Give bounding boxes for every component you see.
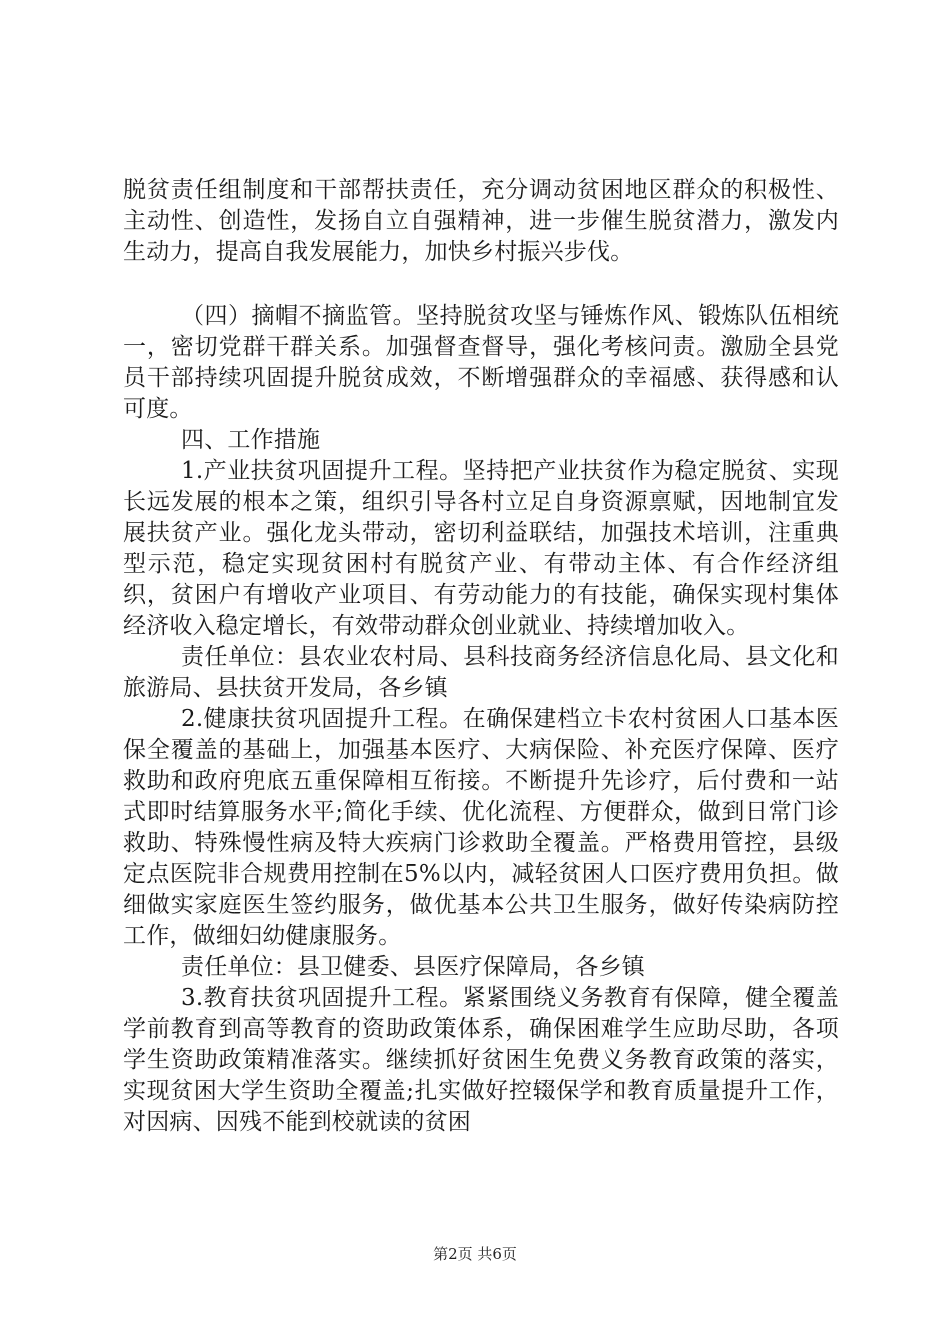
paragraph-education-poverty: 3.教育扶贫巩固提升工程。紧紧围绕义务教育有保障，健全覆盖学前教育到高等教育的资助政策体系，确保困难学生应助尽助，各项学生资助政策精准落实。继续抓好贫困生免费义务教育政策的落实，实现贫困大学生资助全覆盖;扎实做好控辍保学和教育质量提升工作，对因病、因残不能到校就读的贫困	[123, 985, 839, 1135]
paragraph-section-four: （四）摘帽不摘监管。坚持脱贫攻坚与锤炼作风、锻炼队伍相统一，密切党群干群关系。加强督查督导，强化考核问责。激励全县党员干部持续巩固提升脱贫成效，不断增强群众的幸福感、获得感和认可度。	[123, 303, 839, 422]
paragraph-responsible-units-1: 责任单位：县农业农村局、县科技商务经济信息化局、县文化和旅游局、县扶贫开发局，各乡镇	[123, 644, 839, 701]
document-body	[123, 175, 839, 1138]
heading-work-measures: 四、工作措施	[181, 427, 321, 453]
paragraph-continuation: 脱贫责任组制度和干部帮扶责任，充分调动贫困地区群众的积极性、主动性、创造性，发扬自立自强精神，进一步催生脱贫潜力，激发内生动力，提高自我发展能力，加快乡村振兴步伐。	[123, 177, 839, 265]
paragraph-responsible-units-2: 责任单位：县卫健委、县医疗保障局，各乡镇	[181, 954, 645, 980]
page-number-footer: 第2页 共6页	[433, 1245, 517, 1263]
paragraph-industry-poverty: 1.产业扶贫巩固提升工程。坚持把产业扶贫作为稳定脱贫、实现长远发展的根本之策，组织引导各村立足自身资源禀赋，因地制宜发展扶贫产业。强化龙头带动，密切利益联结，加强技术培训，注重典型示范，稳定实现贫困村有脱贫产业、有带动主体、有合作经济组织，贫困户有增收产业项目、有劳动能力的有技能，确保实现村集体经济收入稳定增长，有效带动群众创业就业、持续增加收入。	[123, 458, 839, 639]
paragraph-health-poverty: 2.健康扶贫巩固提升工程。在确保建档立卡农村贫困人口基本医保全覆盖的基础上，加强基本医疗、大病保险、补充医疗保障、医疗救助和政府兜底五重保障相互衔接。不断提升先诊疗，后付费和一站式即时结算服务水平;简化手续、优化流程、方便群众，做到日常门诊救助、特殊慢性病及特大疾病门诊救助全覆盖。严格费用管控，县级定点医院非合规费用控制在5%以内，减轻贫困人口医疗费用负担。做细做实家庭医生签约服务，做优基本公共卫生服务，做好传染病防控工作，做细妇幼健康服务。	[123, 706, 839, 949]
